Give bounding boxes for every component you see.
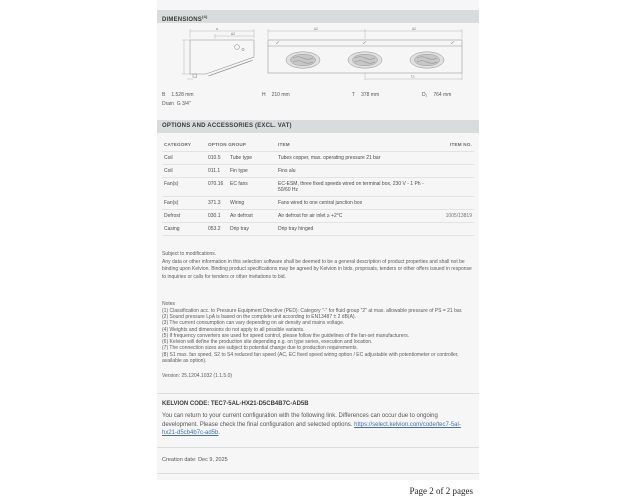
note-item: (8) S1 max. fan speed, S2 to S4 reduced fan speed (AC, EC fixed speed wiring option / EC adjustable with potentiometer or controller, available as option). xyxy=(162,351,459,365)
version-line: Version: 25.1204.1032 (1.1.5.0) xyxy=(162,373,233,380)
item: Air defrost for air inlet ≥ +2°C xyxy=(278,213,343,219)
dimensions-drawing xyxy=(157,27,479,107)
code: 010.5 xyxy=(208,155,221,161)
dimension-value xyxy=(162,92,262,98)
item: Fins alu xyxy=(278,168,296,174)
dimension-value xyxy=(262,92,352,98)
group: Wiring xyxy=(230,200,245,206)
options-table-row xyxy=(162,196,474,209)
note-item: (2) Sound pressure LpA is based on the complete unit according to EN13487 ± 2 dB(A). xyxy=(162,313,356,320)
legal-line2: Any data or other information in this selection software shall be deemed to be a general description of product properties and shall not be binding upon Kelvion. Binding product specifications may be agreed by Kelvion in bids, proposals, tenders or other offers issued in response to inquiries or calls for tenders or other invitations to bid. xyxy=(162,258,472,280)
group: EC fans xyxy=(230,181,248,187)
dim-label-a2-side: A2 xyxy=(230,32,236,36)
item-no xyxy=(426,181,472,193)
item: Fans wired to one central junction box xyxy=(278,200,363,206)
category: Coil xyxy=(164,168,173,174)
datasheet-page xyxy=(157,0,479,496)
code: 053.2 xyxy=(208,226,221,232)
category: Fan(s) xyxy=(164,200,179,206)
code: 371.3 xyxy=(208,200,221,206)
item-no xyxy=(426,226,472,232)
options-title: OPTIONS AND ACCESSORIES (EXCL. VAT) xyxy=(162,123,292,129)
group: Drip tray xyxy=(230,226,249,232)
note-item: (7) The connection sizes are subject to potential change due to production requirements. xyxy=(162,345,358,352)
dim-label-d1: D₁ xyxy=(411,74,415,79)
category: Coil xyxy=(164,155,173,161)
item-no xyxy=(426,168,472,174)
key: B 1.528 mm xyxy=(162,92,194,98)
col-category: CATEGORY xyxy=(164,142,192,147)
note-item: (5) If frequency converters are used for speed control, please follow the guidelines of the fan-set manufacturers. xyxy=(162,332,410,339)
item-no: 1005/13819 xyxy=(445,213,472,219)
group: Fin type xyxy=(230,168,248,174)
legal-line1: Subject to modifications. xyxy=(162,251,217,257)
options-table-row xyxy=(162,209,474,222)
col-item: ITEM xyxy=(278,142,290,147)
item: EC-ESM, three fixed speeds wired on terminal box, 230 V - 1 Ph - 50/60 Hz xyxy=(278,181,424,193)
note-item: (3) The current consumption can vary depending on air density and mains voltage. xyxy=(162,320,345,327)
key: T 378 mm xyxy=(352,92,380,98)
dimension-values xyxy=(157,90,479,107)
kelvion-code-text: You can return to your current configuration with the following link. Differences can occur due to ongoing development. Please check the final configuration and selected options. https://select.kelvion.com/code/tec7-5al-hx21-d5cb4b7c-ad5b. xyxy=(162,413,461,437)
drain-value: Drain G 3/4" xyxy=(162,101,191,107)
dimension-value xyxy=(352,92,422,98)
configuration-link[interactable]: https://select.kelvion.com/code/tec7-5al-hx21-d5cb4b7c-ad5b xyxy=(162,421,461,437)
category: Defrost xyxy=(164,213,181,219)
code: 070.16 xyxy=(208,181,224,187)
dimensions-title: DIMENSIONS xyxy=(162,17,203,23)
col-item-no: ITEM NO. xyxy=(449,142,472,147)
note-item: (4) Weights and dimensions do not apply to all possible variants. xyxy=(162,326,305,333)
category: Fan(s) xyxy=(164,181,179,187)
dimensions-title-footnote: (4) xyxy=(202,14,208,19)
options-table xyxy=(157,142,479,236)
code: 011.1 xyxy=(208,168,221,174)
dimension-value xyxy=(422,92,474,98)
options-table-body xyxy=(162,151,474,236)
dim-label-a2-left: A2 xyxy=(313,27,319,31)
item-no xyxy=(426,200,472,206)
options-table-row xyxy=(162,151,474,164)
item-no xyxy=(426,155,472,161)
options-table-row xyxy=(162,164,474,177)
kelvion-code: KELVION CODE: TEC7-5AL-HX21-D5CB4B7C-AD5B xyxy=(162,401,309,408)
options-table-header xyxy=(162,142,474,151)
creation-date: Creation date: Dec 9, 2025 xyxy=(157,448,479,474)
fan-grille-2 xyxy=(348,52,382,68)
dim-label-a2-right: A2 xyxy=(411,27,417,31)
key: H 210 mm xyxy=(262,92,290,98)
options-section-header xyxy=(157,120,479,133)
note-item: (1) Classification acc. to Pressure Equipment Directive (PED): Category "-" for fluid group "2" at max. allowable pressure of PS = 21 bar. xyxy=(162,307,463,314)
fan-grille-1 xyxy=(286,52,320,68)
page-number: Page 2 of 2 pages xyxy=(409,485,473,496)
options-table-row xyxy=(162,222,474,236)
col-option-group: OPTION GROUP xyxy=(208,142,247,147)
category: Casing xyxy=(164,226,180,232)
kelvion-code-block xyxy=(157,393,479,448)
dimensions-section-header xyxy=(157,10,479,23)
options-table-row xyxy=(162,177,474,196)
notes-block xyxy=(162,301,474,364)
fan-grille-3 xyxy=(410,52,444,68)
item: Tubes copper, max. operating pressure 21 bar xyxy=(278,155,381,161)
dim-label-a-side: a xyxy=(216,27,218,31)
group: Tube type xyxy=(230,155,253,161)
unit-technical-drawing xyxy=(157,27,479,85)
note-item: (6) Kelvion will define the production site depending e.g. on type series, execution and location. xyxy=(162,339,373,346)
item: Drip tray hinged xyxy=(278,226,314,232)
key: D₁ 764 mm xyxy=(422,92,452,98)
code: 030.1 xyxy=(208,213,221,219)
group: Air defrost xyxy=(230,213,253,219)
legal-disclaimer xyxy=(162,251,474,281)
notes-title: Notes xyxy=(162,301,176,308)
